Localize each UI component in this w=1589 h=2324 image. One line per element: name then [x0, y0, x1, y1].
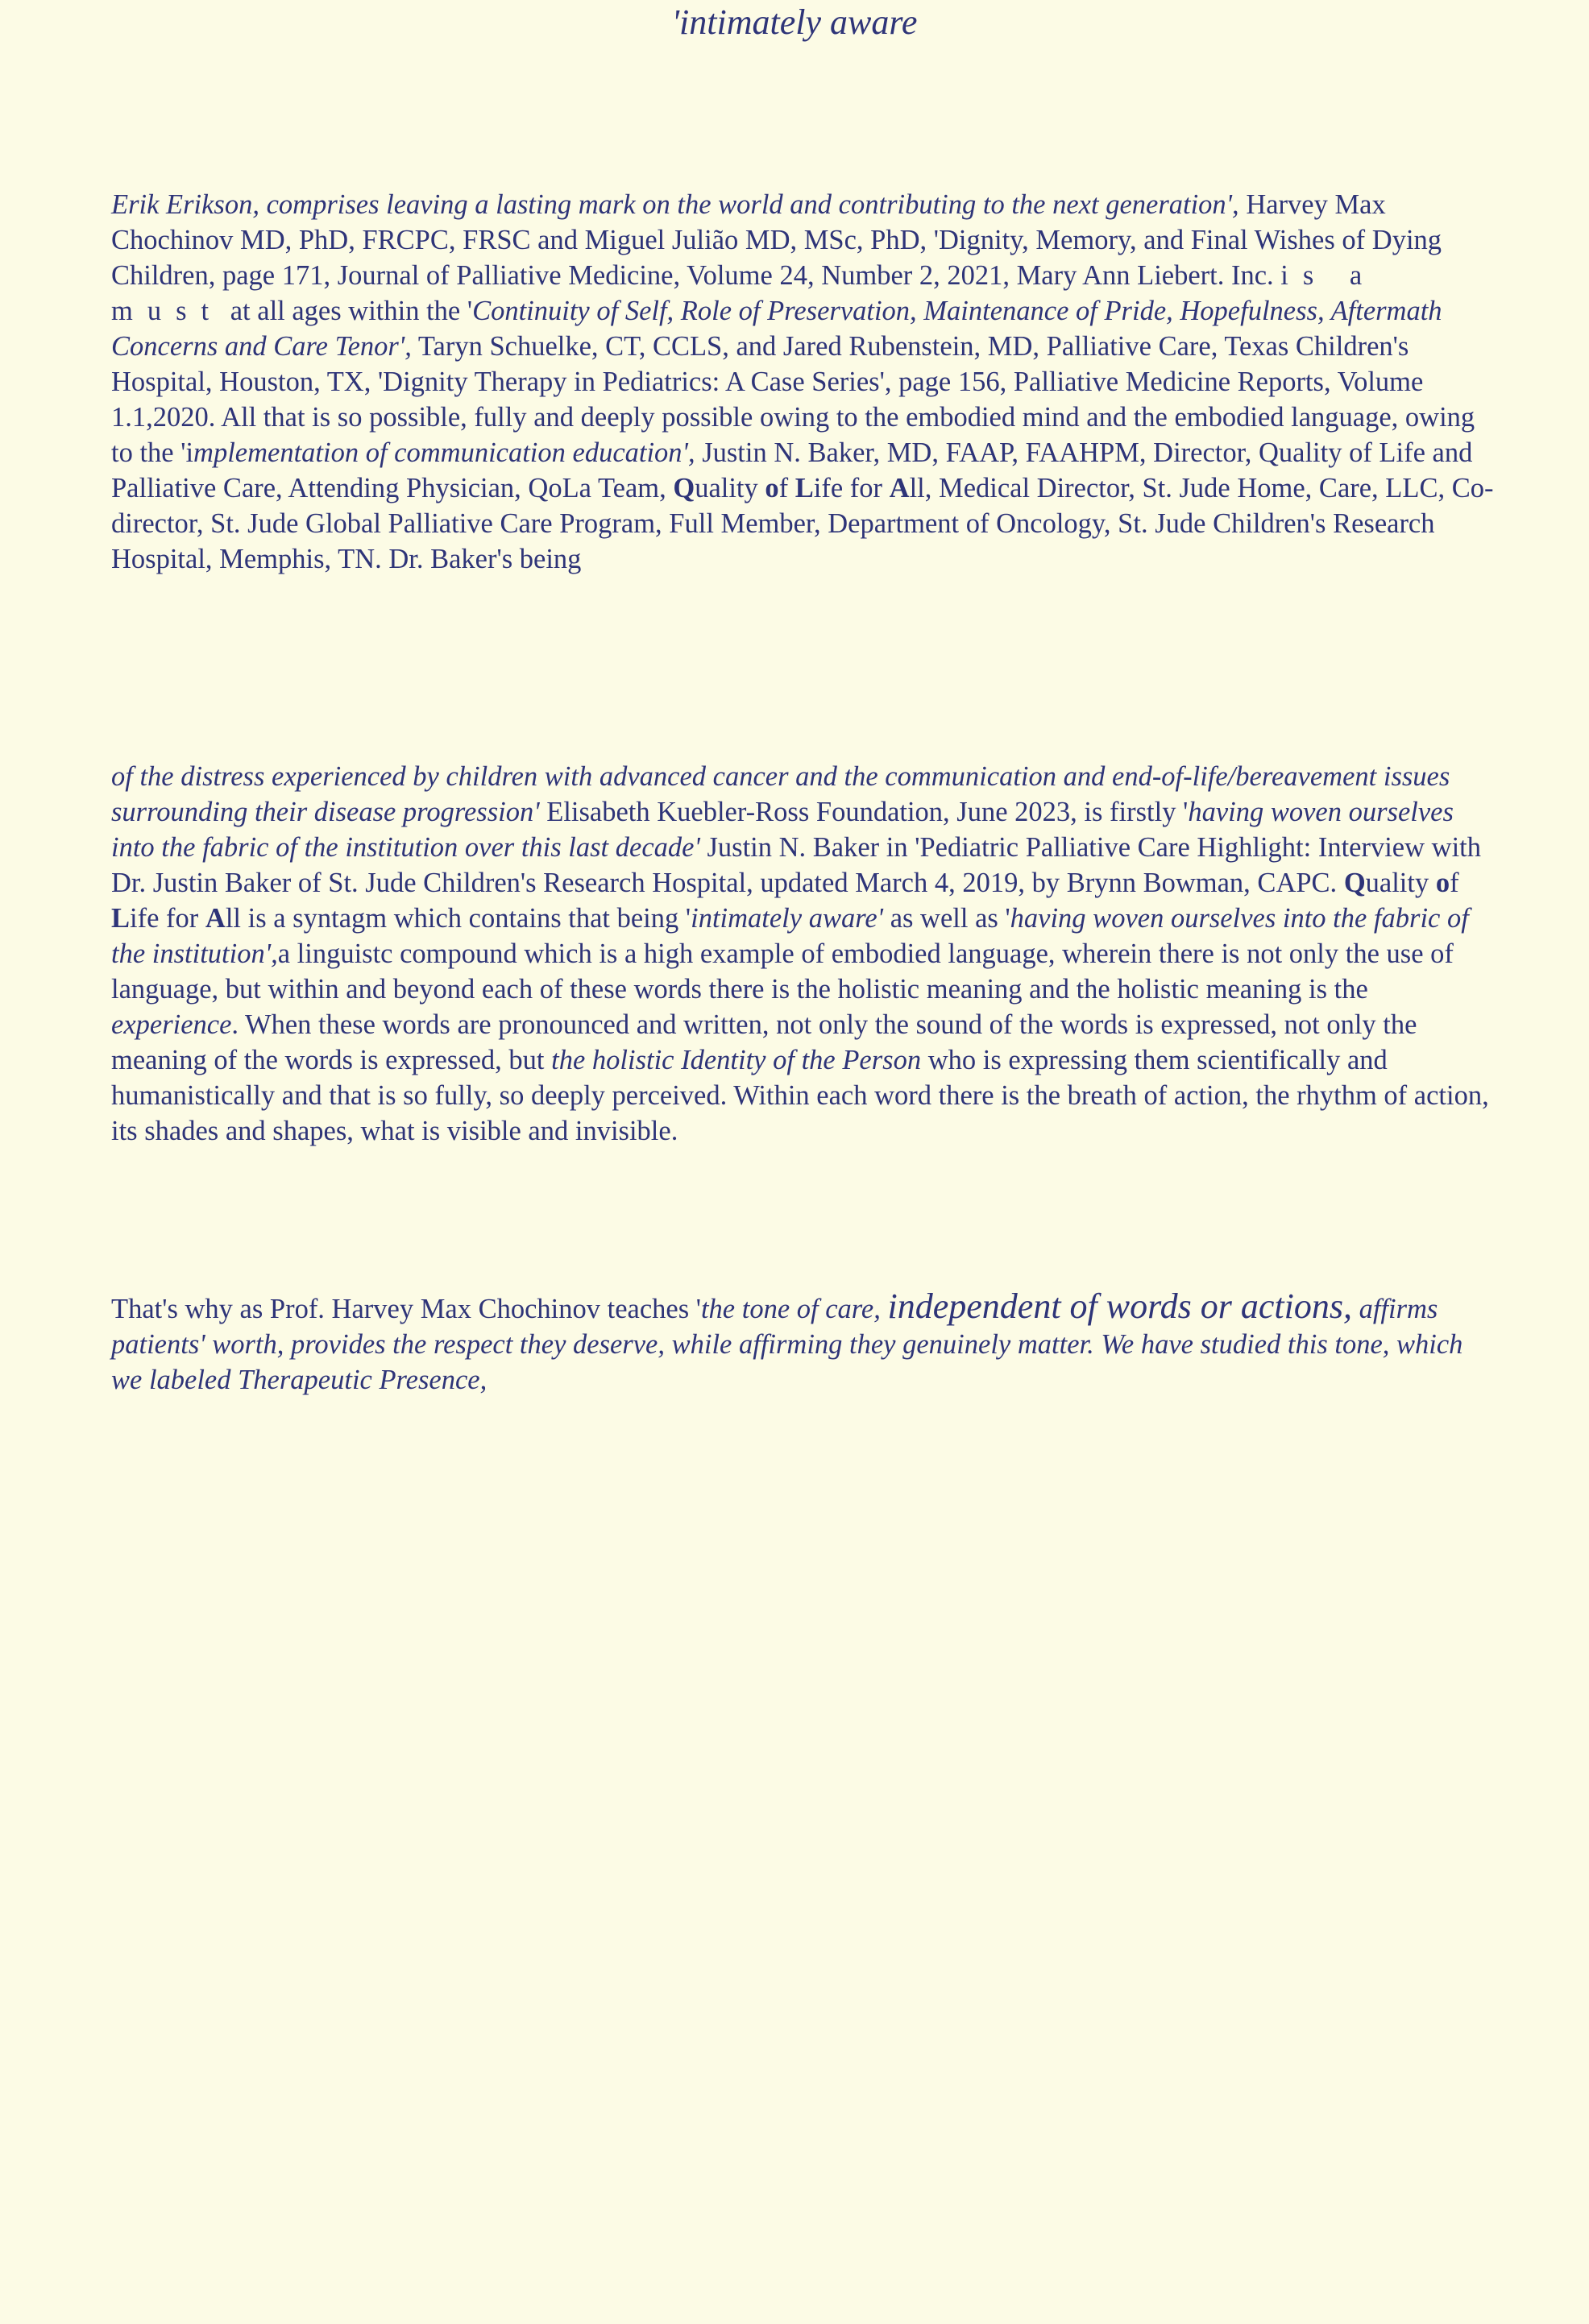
citation-chochinov-juliao: Harvey Max Chochinov MD, PhD, FRCPC, FRSC and Miguel Julião MD, MSc, PhD, 'Dignity, Memory, and Final Wishes of Dying Children, page 171, Journal of Palliative Medicine, Volume 24, Number 2, 2021, Mary Ann Liebert. Inc. [111, 189, 1442, 291]
qola-letter: L [794, 473, 814, 503]
text-span: a linguistc compound which is a high example of embodied language, wherein there is not only the use of language, but within and beyond each of these words there is the holistic meaning and the holistic meaning is the [111, 938, 1454, 1005]
qola-text: ife for [813, 473, 890, 503]
qola-text: uality [1365, 868, 1436, 898]
quote-intimately-aware: intimately aware' [691, 903, 884, 934]
qola-text: ll [225, 903, 241, 934]
qola-text: f [778, 473, 795, 503]
quote-woven-ourselves: having woven ourselves into the fabric of the institution over this last decade' [111, 797, 1454, 863]
citation-kuebler-ross: Elisabeth Kuebler-Ross Foundation, June 2023, is firstly ' [539, 797, 1189, 827]
quote-communication-education: mplementation of communication education', [193, 437, 695, 468]
quote-tone-of-care: the tone of care, [700, 1294, 888, 1324]
paragraph-2 [111, 759, 1497, 1149]
emphasis-experience: experience [111, 1009, 232, 1040]
qola-text: ll [909, 473, 925, 503]
quote-affirms-worth: affirms patients' worth, provides the respect they deserve, while affirming they genuinely matter. We have studied this tone, which we labeled Therapeutic Presence, [111, 1294, 1463, 1395]
text-span: at all ages within the ' [223, 296, 473, 326]
quote-continuity-of-self: Continuity of Self, Role of Preservation, Maintenance of Pride, Hopefulness, Aftermath Concerns and Care Tenor', [111, 296, 1442, 362]
heading-intimately-aware: 'intimately aware [671, 2, 918, 42]
quote-independent-of-words: independent of words or actions, [887, 1286, 1352, 1326]
quote-distress: of the distress experienced by children with advanced cancer and the communication and end-of-life/bereavement issues surrounding their disease progression' [111, 761, 1450, 827]
qola-letter: o [765, 473, 779, 503]
text-span: , Medical Director, St. Jude Home, Care, LLC, Co-director, St. Jude Global Palliative Care Program, Full Member, Department of Oncology, St. Jude Children's Research Hospital, Memphis, TN. Dr. Baker's being [111, 473, 1494, 574]
emphasis-is-a-must: is a must [111, 260, 1377, 326]
qola-letter: Q [673, 473, 695, 503]
text-span: . When these words are pronounced and written, not only the sound of the words is expressed, not only the meaning of the words is expressed, but [111, 1009, 1417, 1075]
text-span: who is expressing them scientifically and humanistically and that is so fully, so deeply perceived. Within each word there is the breath of action, the rhythm of action, its shades and shapes, what is visible and invisible. [111, 1045, 1489, 1146]
text-span: That's why as Prof. Harvey Max Chochinov teaches ' [111, 1294, 701, 1324]
quote-fabric-of-institution: having woven ourselves into the fabric of the institution', [111, 903, 1469, 969]
text-span: as well as ' [883, 903, 1010, 934]
qola-text: uality [695, 473, 765, 503]
quote-erikson: Erik Erikson, comprises leaving a lasting mark on the world and contributing to the next generation', [111, 189, 1239, 220]
citation-baker: Justin N. Baker, MD, FAAP, FAAHPM, Director, Quality of Life and Palliative Care, Attending Physician, QoLa Team, [111, 437, 1473, 503]
citation-baker-interview: Justin N. Baker in 'Pediatric Palliative Care Highlight: Interview with Dr. Justin Baker of St. Jude Children's Research Hospital, updated March 4, 2019, by Brynn Bowman, CAPC. [111, 832, 1481, 898]
paragraph-1 [111, 187, 1497, 577]
qola-letter: A [205, 903, 226, 934]
qola-letter: Q [1343, 868, 1366, 898]
qola-text: f [1450, 868, 1459, 898]
qola-text: ife for [130, 903, 205, 934]
citation-schuelke-rubenstein: Taryn Schuelke, CT, CCLS, and Jared Rubenstein, MD, Palliative Care, Texas Children's Hospital, Houston, TX, 'Dignity Therapy in Pediatrics: A Case Series', page 156, Palliative Medicine Reports, Volume 1.1,2020. All that is so possible, fully and deeply possible owing to the embodied mind and the embodied language, owing to the 'i [111, 331, 1475, 468]
text-span: is a syntagm which contains that being ' [240, 903, 691, 934]
qola-letter: o [1435, 868, 1450, 898]
paragraph-3 [111, 1286, 1497, 1398]
emphasis-holistic-identity: the holistic Identity of the Person [551, 1045, 922, 1075]
qola-letter: L [111, 903, 131, 934]
qola-letter: A [889, 473, 910, 503]
